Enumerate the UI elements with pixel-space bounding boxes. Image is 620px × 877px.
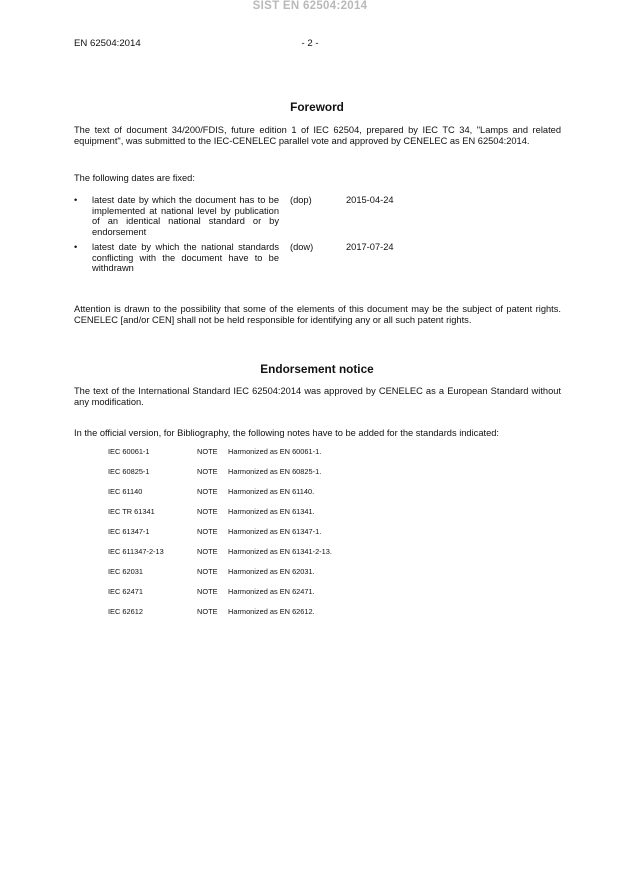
note-standard: IEC 62471 [108,587,143,596]
date-item-text: latest date by which the document has to be implemented at national level by publication of an identical national standard or by endorsement [92,195,279,237]
watermark: SIST EN 62504:2014 [252,0,368,12]
note-text: Harmonized as EN 60825-1. [228,467,322,476]
note-text: Harmonized as EN 62612. [228,607,315,616]
note-text: Harmonized as EN 60061-1. [228,447,322,456]
note-text: Harmonized as EN 61341. [228,507,315,516]
header-page-number: - 2 - [301,38,319,49]
note-label: NOTE [197,567,218,576]
date-item-date: 2017-07-24 [346,242,394,252]
note-standard: IEC 61140 [108,487,143,496]
foreword-paragraph-2: The following dates are fixed: [74,173,195,183]
note-label: NOTE [197,547,218,556]
bullet-icon: • [74,242,78,252]
date-item-code: (dow) [290,242,314,252]
note-standard: IEC 62031 [108,567,143,576]
note-standard: IEC 61347-1 [108,527,150,536]
note-standard: IEC 62612 [108,607,143,616]
note-standard: IEC 60825-1 [108,467,150,476]
date-item-code: (dop) [290,195,312,205]
date-item-text: latest date by which the national standards conflicting with the document have to be withdrawn [92,242,279,274]
note-label: NOTE [197,447,218,456]
note-label: NOTE [197,507,218,516]
note-label: NOTE [197,467,218,476]
note-label: NOTE [197,587,218,596]
foreword-paragraph-3: Attention is drawn to the possibility that some of the elements of this document may be the subject of patent rights. CENELEC [and/or CEN] shall not be held responsible for identifying any or all such patent rights. [74,304,561,325]
endorsement-title: Endorsement notice [260,362,374,376]
note-label: NOTE [197,487,218,496]
note-text: Harmonized as EN 61347-1. [228,527,322,536]
foreword-title: Foreword [290,100,344,114]
note-standard: IEC 611347-2-13 [108,547,164,556]
endorsement-paragraph-1: The text of the International Standard IEC 62504:2014 was approved by CENELEC as a European Standard without any modification. [74,386,561,407]
bullet-icon: • [74,195,78,205]
note-label: NOTE [197,527,218,536]
date-item-date: 2015-04-24 [346,195,394,205]
note-text: Harmonized as EN 62471. [228,587,315,596]
endorsement-paragraph-2: In the official version, for Bibliography, the following notes have to be added for the standards indicated: [74,428,499,438]
header-doc-id: EN 62504:2014 [74,38,141,49]
note-standard: IEC TR 61341 [108,507,155,516]
note-standard: IEC 60061-1 [108,447,150,456]
foreword-paragraph-1: The text of document 34/200/FDIS, future edition 1 of IEC 62504, prepared by IEC TC 34, "Lamps and related equipment", was submitted to the IEC-CENELEC parallel vote and approved by CENELEC as EN 62504:2014. [74,125,561,146]
note-text: Harmonized as EN 61140. [228,487,315,496]
note-text: Harmonized as EN 62031. [228,567,315,576]
note-label: NOTE [197,607,218,616]
note-text: Harmonized as EN 61341-2-13. [228,547,332,556]
